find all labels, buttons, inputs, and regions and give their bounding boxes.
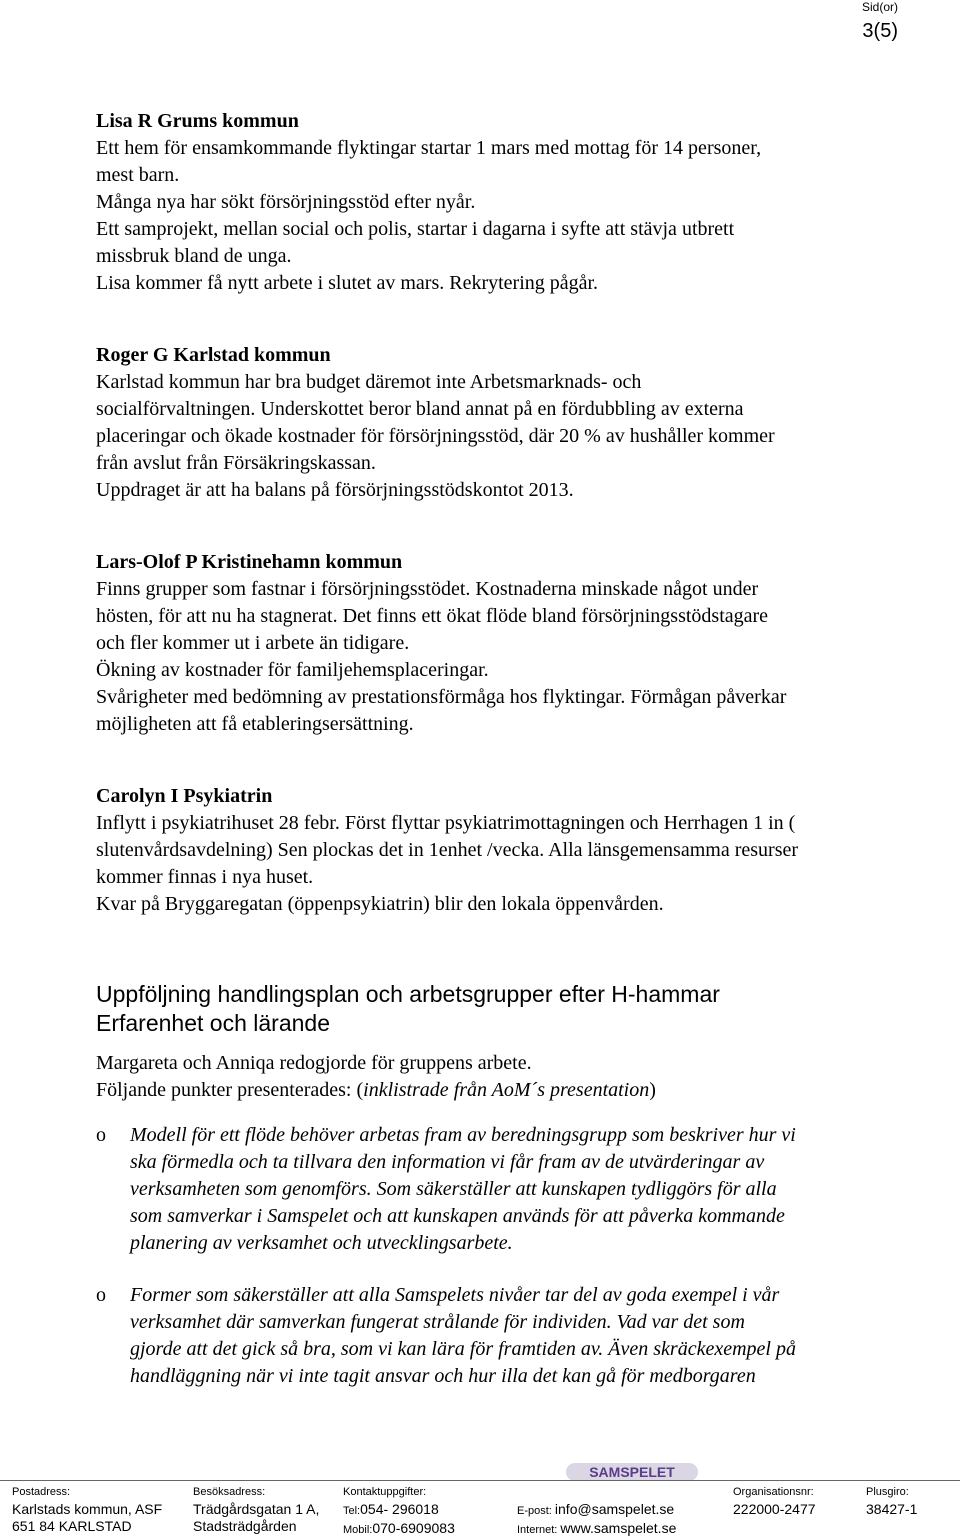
report-text: Inflytt i psykiatrihuset 28 febr. Först flyttar psykiatrimottagningen och Herrhagen 1 in ( slutenvårdsavdelning) Sen plockas det in 1enhet /vecka. Alla länsgemensamma resurser kommer finnas i nya huset. Kvar på Bryggaregatan (öppenpsykiatrin) blir den lokala öppenvården. — [96, 812, 799, 915]
report-lisa — [96, 108, 896, 297]
section-handlingsplan — [96, 980, 896, 1390]
footer-web: E-post: info@samspelet.se Internet: www.samspelet.se — [517, 1501, 677, 1536]
report-roger — [96, 342, 896, 504]
bullet-list — [96, 1122, 896, 1390]
footer-divider — [0, 1480, 960, 1481]
footer-besoksadress: Besöksadress: Trädgårdsgatan 1 A, Stadsträdgården — [193, 1486, 320, 1534]
list-item: o Former som säkerställer att alla Samspelets nivåer tar del av goda exempel i vår verksamhet där samverkan fungerat strålande för individen. Vad var det som gjorde att det gick så bra, som vi kan lära för framtiden av. Även skräckexempel på handläggning när vi inte tagit ansvar och hur illa det kan gå för medborgaren — [96, 1284, 796, 1387]
report-text: Karlstad kommun har bra budget däremot inte Arbetsmarknads- och socialförvaltningen. Underskottet beror bland annat på en fördubbling av externa placeringar och ökade kostnader för försörjningsstöd, där 20 % av hushåller kommer från avslut från Försäkringskassan. Uppdraget är att ha balans på försörjningsstödskontot 2013. — [96, 371, 775, 501]
page-label: Sid(or) — [861, 0, 898, 14]
email-link[interactable]: info@samspelet.se — [554, 1501, 675, 1517]
document-body — [96, 108, 896, 1415]
footer-orgnr: Organisationsnr: 222000-2477 — [733, 1486, 816, 1517]
report-text: Finns grupper som fastnar i försörjningsstödet. Kostnaderna minskade något under hösten, för att nu ha stagnerat. Det finns ett ökat flöde bland försörjningsstödstagare och fler kommer ut i arbete än tidigare. Ökning av kostnader för familjehemsplaceringar. Svårigheter med bedömning av prestationsförmåga hos flyktingar. Förmågan påverkar möjligheten att få etableringsersättning. — [96, 578, 787, 735]
report-heading: Carolyn I Psykiatrin — [96, 785, 273, 807]
website-link[interactable]: www.samspelet.se — [560, 1520, 677, 1536]
list-item: o Modell för ett flöde behöver arbetas fram av beredningsgrupp som beskriver hur vi ska förmedla och ta tillvara den information vi får fram av de utvärderingar av verksamheten som genomförs. Som säkerställer att kunskapen tydliggörs för alla som samverkar i Samspelet och att kunskapen används för att påverka kommande planering av verksamhet och utvecklingsarbete. — [96, 1124, 796, 1254]
bullet-marker: o — [96, 1284, 106, 1306]
footer-postadress: Postadress: Karlstads kommun, ASF 651 84 KARLSTAD — [12, 1486, 163, 1534]
report-larsolof — [96, 549, 896, 738]
footer-plusgiro: Plusgiro: 38427-1 — [866, 1486, 918, 1517]
bullet-marker: o — [96, 1124, 106, 1146]
footer-kontakt: Kontaktuppgifter: Tel:054- 296018 Mobil:070-6909083 — [343, 1486, 455, 1536]
report-heading: Roger G Karlstad kommun — [96, 344, 331, 366]
report-heading: Lisa R Grums kommun — [96, 110, 299, 132]
report-heading: Lars-Olof P Kristinehamn kommun — [96, 551, 403, 573]
report-carolyn — [96, 783, 896, 918]
report-text: Ett hem för ensamkommande flyktingar startar 1 mars med mottag för 14 personer, mest barn. Många nya har sökt försörjningsstöd efter nyår. Ett samprojekt, mellan social och polis, startar i dagarna i syfte att stävja utbrett missbruk bland de unga. Lisa kommer få nytt arbete i slutet av mars. Rekrytering pågår. — [96, 137, 762, 294]
page-number: 3(5) — [862, 20, 898, 42]
section-intro: Margareta och Anniqa redogjorde för gruppens arbete. Följande punkter presenterades: (inklistrade från AoM´s presentation) — [96, 1052, 656, 1101]
section-title: Uppföljning handlingsplan och arbetsgrupper efter H-hammar Erfarenhet och lärande — [96, 981, 720, 1036]
logo-text: SAMSPELET — [589, 1464, 675, 1480]
